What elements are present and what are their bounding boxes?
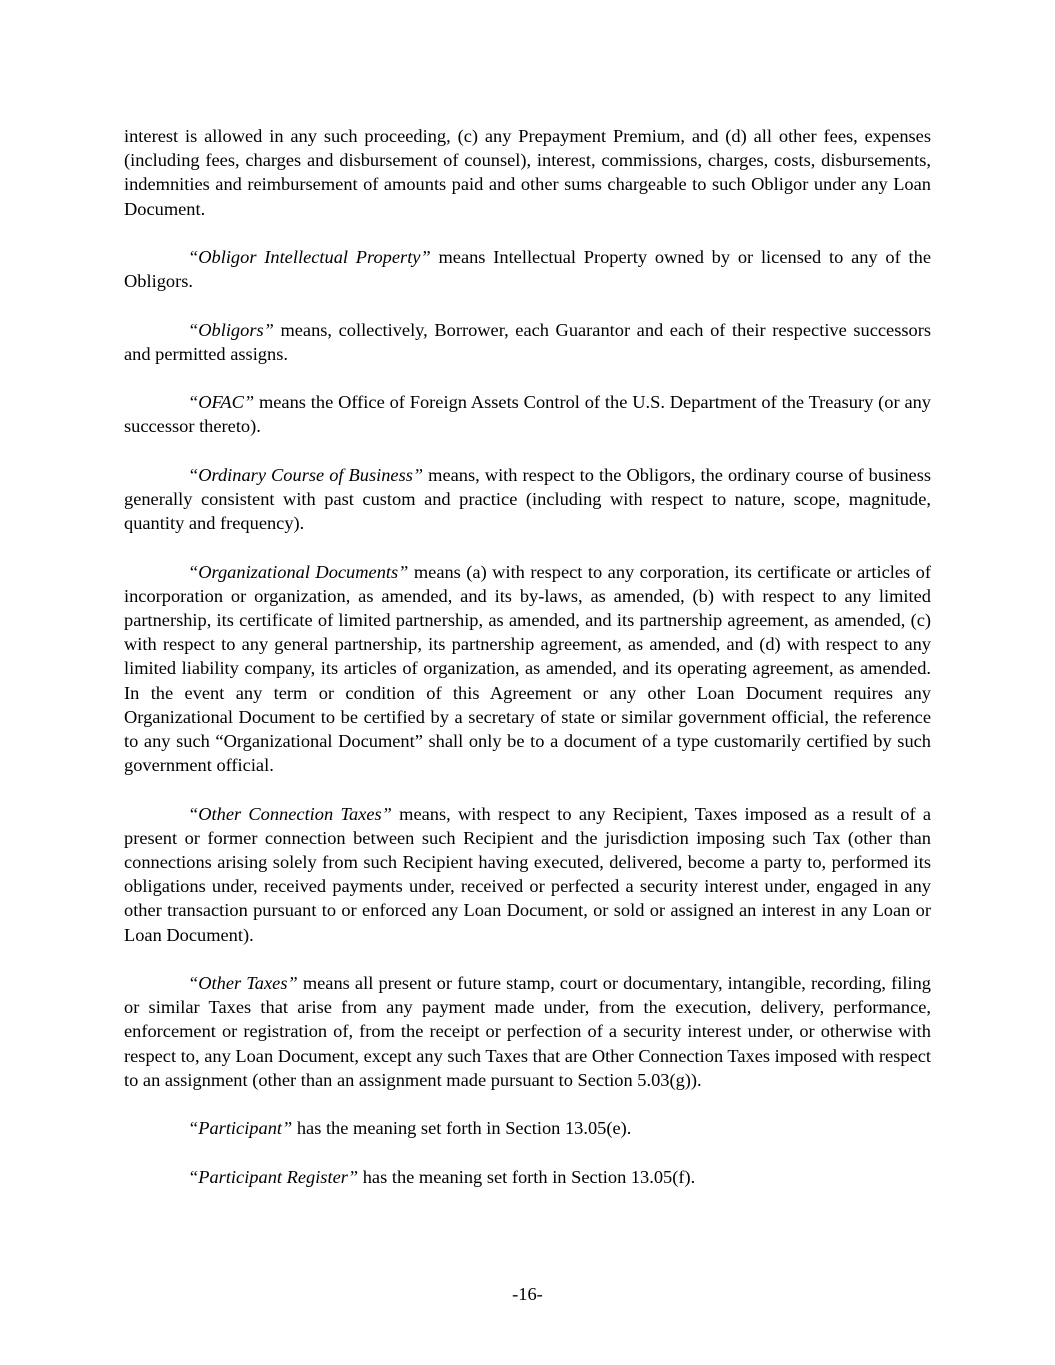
definition-participant-register <box>124 1165 931 1189</box>
definition-text: means, with respect to any Recipient, Taxes imposed as a result of a present or former connection between such Recipient and the jurisdiction imposing such Tax (other than connections arising solely from such Recipient having executed, delivered, become a party to, performed its obligations under, received payments under, received or perfected a security interest under, engaged in any other transaction pursuant to or enforced any Loan Document, or sold or assigned an interest in any Loan or Loan Document). <box>124 803 931 945</box>
definition-obligor-intellectual-property <box>124 245 931 293</box>
definition-text: means Intellectual Property owned by or licensed to any of the Obligors. <box>124 247 931 292</box>
definition-participant <box>124 1116 931 1140</box>
definition-text: means, with respect to the Obligors, the ordinary course of business generally consistent with past custom and practice (including with respect to nature, scope, magnitude, quantity and frequency). <box>124 464 932 534</box>
definition-text: means, collectively, Borrower, each Guarantor and each of their respective successors and permitted assigns. <box>124 319 931 364</box>
definition-text: means all present or future stamp, court or documentary, intangible, recording, filing or similar Taxes that arise from any payment made under, from the execution, delivery, performance, enforcement or registration of, from the receipt or perfection of a security interest under, or otherwise with respect to, any Loan Document, except any such Taxes that are Other Connection Taxes imposed with respect to an assignment (other than an assignment made pursuant to Section 5.03(g)). <box>124 973 931 1090</box>
definition-other-connection-taxes <box>124 802 931 947</box>
definition-ordinary-course-of-business <box>124 463 931 536</box>
defined-term: “OFAC” <box>188 392 255 413</box>
page-number: -16- <box>512 1284 543 1304</box>
definition-other-taxes <box>124 971 931 1092</box>
defined-term: “Obligors” <box>188 319 274 340</box>
paragraph-obligations-continued <box>124 124 931 221</box>
definition-text: means (a) with respect to any corporation, its certificate or articles of incorporation or organization, as amended, and its by-laws, as amended, (b) with respect to any limited partnership, its certificate of limited partnership, as amended, and its partnership agreement, as amended, (c) with respect to any general partnership, its partnership agreement, as amended, and (d) with respect to any limited liability company, its articles of organization, as amended, and its operating agreement, as amended. In the event any term or condition of this Agreement or any other Loan Document requires any Organizational Document to be certified by a secretary of state or similar government official, the reference to any such “Organizational Document” shall only be to a document of a type customarily certified by such government official. <box>124 561 931 776</box>
defined-term: “Organizational Documents” <box>188 561 409 582</box>
definition-text: has the meaning set forth in Section 13.05(e). <box>292 1118 632 1139</box>
document-page <box>124 124 931 1213</box>
defined-term: “Other Taxes” <box>188 973 298 993</box>
defined-term: “Other Connection Taxes” <box>188 803 392 824</box>
paragraph-text: interest is allowed in any such proceeding, (c) any Prepayment Premium, and (d) all other fees, expenses (including fees, charges and disbursement of counsel), interest, commissions, charges, costs, disbursements, indemnities and reimbursement of amounts paid and other sums chargeable to such Obligor under any Loan Document. <box>124 126 931 219</box>
defined-term: “Participant” <box>188 1118 293 1139</box>
definition-obligors <box>124 318 931 366</box>
definition-organizational-documents <box>124 560 931 778</box>
defined-term: “Obligor Intellectual Property” <box>188 247 431 267</box>
defined-term: “Participant Register” <box>188 1166 359 1187</box>
definition-text: means the Office of Foreign Assets Control of the U.S. Department of the Treasury (or any successor thereto). <box>124 392 931 437</box>
definition-ofac <box>124 390 931 438</box>
defined-term: “Ordinary Course of Business” <box>188 464 424 485</box>
definition-text: has the meaning set forth in Section 13.05(f). <box>358 1166 696 1187</box>
